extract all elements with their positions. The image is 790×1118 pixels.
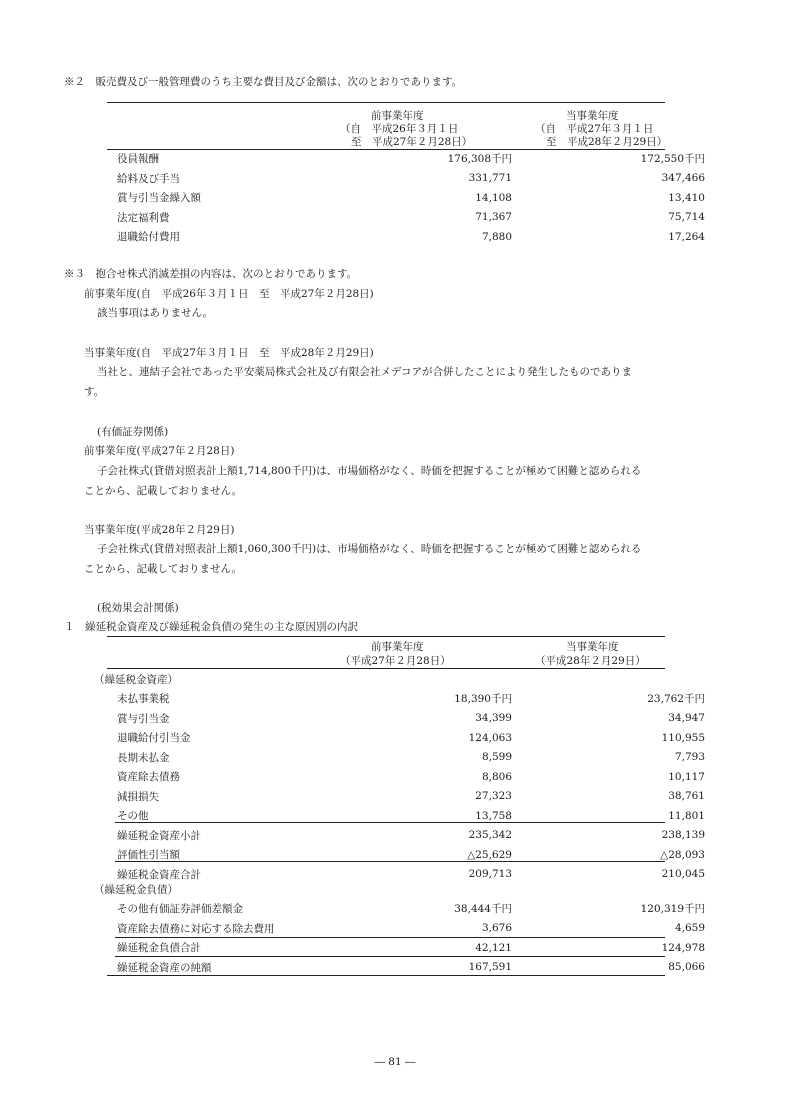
- prev-value: 7,880: [481, 230, 512, 243]
- prev-value: 13,758: [475, 809, 512, 822]
- row-label: 長期未払金: [117, 751, 170, 764]
- row-label: 給料及び手当: [117, 172, 180, 185]
- table1-curr-title: 当事業年度: [566, 110, 619, 122]
- row-label: その他: [117, 810, 149, 823]
- prev-value: 34,399: [475, 712, 512, 725]
- securities-prev-period: 前事業年度(平成27年２月28日): [84, 445, 235, 457]
- prev-value: 18,390千円: [454, 693, 512, 706]
- curr-value: 85,066: [668, 961, 705, 974]
- section2-heading: ※２ 販売費及び一般管理費のうち主要な費目及び金額は、次のとおりであります。: [64, 76, 463, 88]
- row-label: 役員報酬: [117, 153, 159, 166]
- securities-prev-text-line2: ことから、記載しておりません。: [84, 485, 243, 497]
- prev-value: 331,771: [468, 172, 512, 185]
- row-label: その他有価証券評価差額金: [117, 903, 243, 916]
- liab-subtotal-rule: [115, 937, 665, 938]
- deferred-tax-liabilities-table: [117, 899, 705, 977]
- table-row: [117, 767, 705, 787]
- prev-value: 38,444千円: [454, 903, 512, 916]
- table2-curr-date: （平成28年２月29日）: [535, 655, 646, 667]
- row-label: 賞与引当金繰入額: [117, 192, 201, 205]
- row-label: 退職給付引当金: [117, 732, 191, 745]
- table1-prev-from: （自 平成26年３月１日: [340, 123, 459, 135]
- securities-curr-text-line1: 子会社株式(貸借対照表計上額1,060,300千円)は、市場価格がなく、時価を把握することが極めて困難と認められる: [97, 543, 642, 555]
- curr-value: 13,410: [668, 191, 705, 204]
- deferred-tax-assets-group: （繰延税金資産）: [94, 674, 178, 686]
- assets-total-rule: [115, 861, 665, 862]
- table-row: [117, 899, 705, 919]
- prev-value: 27,323: [475, 790, 512, 803]
- sga-expense-table: [117, 149, 705, 247]
- deferred-tax-liabilities-group: （繰延税金負債）: [94, 884, 178, 896]
- table1-prev-to: 至 平成27年２月28日）: [351, 136, 473, 148]
- prev-value: 71,367: [475, 211, 512, 224]
- total-row: [117, 865, 705, 885]
- table-row: [117, 919, 705, 939]
- tax-heading: (税効果会計関係): [97, 602, 179, 614]
- assets-subtotal-rule: [115, 822, 665, 823]
- securities-heading: (有価証券関係): [97, 426, 169, 438]
- securities-curr-period: 当事業年度(平成28年２月29日): [84, 524, 235, 536]
- row-label: 評価性引当額: [117, 849, 180, 862]
- section3-curr-text-line2: す。: [84, 386, 105, 398]
- table2-top-rule: [107, 636, 665, 637]
- prev-value: 42,121: [475, 941, 512, 954]
- prev-value: 8,599: [481, 751, 512, 764]
- row-label: 退職給付費用: [117, 231, 180, 244]
- table2-header-rule: [107, 668, 665, 669]
- row-label: 繰延税金資産小計: [117, 829, 201, 842]
- curr-value: 172,550千円: [640, 153, 705, 166]
- curr-value: 11,801: [668, 809, 705, 822]
- curr-value: 120,319千円: [640, 903, 705, 916]
- table-row: [117, 709, 705, 729]
- section3-curr-period: 当事業年度(自 平成27年３月１日 至 平成28年２月29日): [84, 347, 374, 359]
- table-row: [117, 689, 705, 709]
- table-row: [117, 208, 705, 228]
- curr-value: 124,978: [661, 941, 705, 954]
- prev-value: 209,713: [468, 868, 512, 881]
- liab-total-rule: [115, 956, 665, 957]
- prev-value: 3,676: [481, 922, 512, 935]
- table2-curr-title: 当事業年度: [566, 641, 619, 653]
- table-row: [117, 149, 705, 169]
- prev-value: △25,629: [467, 848, 512, 861]
- row-label: 賞与引当金: [117, 712, 170, 725]
- table2-prev-title: 前事業年度: [371, 641, 424, 653]
- prev-value: 14,108: [475, 191, 512, 204]
- prev-value: 124,063: [468, 731, 512, 744]
- table-row: [117, 169, 705, 189]
- section3-heading: ※３ 抱合せ株式消滅差損の内容は、次のとおりであります。: [64, 268, 358, 280]
- prev-value: 167,591: [468, 961, 512, 974]
- curr-value: 210,045: [661, 868, 705, 881]
- row-label: 繰延税金資産の純額: [117, 961, 212, 974]
- section3-curr-text-line1: 当社と、連結子会社であった平安薬局株式会社及び有限会社メデコアが合併したことにより発生したものでありま: [97, 366, 632, 378]
- section3-prev-period: 前事業年度(自 平成26年３月１日 至 平成27年２月28日): [84, 288, 374, 300]
- curr-value: 17,264: [668, 230, 705, 243]
- curr-value: △28,093: [660, 848, 705, 861]
- curr-value: 23,762千円: [647, 693, 705, 706]
- section3-prev-text: 該当事項はありません。: [97, 307, 214, 319]
- row-label: 資産除去債務: [117, 771, 180, 784]
- tax-subheading: １ 繰延税金資産及び繰延税金負債の発生の主な原因別の内訳: [64, 621, 358, 633]
- securities-prev-text-line1: 子会社株式(貸借対照表計上額1,714,800千円)は、市場価格がなく、時価を把握することが極めて困難と認められる: [97, 465, 642, 477]
- row-label: 減損損失: [117, 790, 159, 803]
- prev-value: 235,342: [468, 829, 512, 842]
- page-number: ― 81 ―: [374, 1056, 416, 1068]
- curr-value: 4,659: [674, 922, 705, 935]
- subtotal-row: [117, 826, 705, 846]
- curr-value: 34,947: [668, 712, 705, 725]
- curr-value: 38,761: [668, 790, 705, 803]
- table-row: [117, 227, 705, 247]
- row-label: 資産除去債務に対応する除去費用: [117, 922, 275, 935]
- row-label: 未払事業税: [117, 693, 170, 706]
- table1-curr-from: （自 平成27年３月１日: [535, 123, 654, 135]
- table1-curr-to: 至 平成28年２月29日）: [546, 136, 668, 148]
- table1-prev-title: 前事業年度: [371, 110, 424, 122]
- curr-value: 238,139: [661, 829, 705, 842]
- curr-value: 110,955: [661, 731, 705, 744]
- table2-prev-date: （平成27年２月28日）: [340, 655, 451, 667]
- table-row: [117, 728, 705, 748]
- prev-value: 176,308千円: [447, 153, 512, 166]
- table-row: [117, 188, 705, 208]
- row-label: 繰延税金資産合計: [117, 868, 201, 881]
- deferred-tax-assets-table: [117, 689, 705, 884]
- table2-bottom-rule: [107, 975, 665, 976]
- curr-value: 75,714: [668, 211, 705, 224]
- securities-curr-text-line2: ことから、記載しておりません。: [84, 563, 243, 575]
- curr-value: 347,466: [661, 172, 705, 185]
- row-label: 繰延税金負債合計: [117, 942, 201, 955]
- total-row: [117, 938, 705, 958]
- curr-value: 10,117: [668, 770, 705, 783]
- curr-value: 7,793: [674, 751, 705, 764]
- table-row: [117, 787, 705, 807]
- table-row: [117, 748, 705, 768]
- table1-top-rule: [107, 102, 665, 103]
- prev-value: 8,806: [481, 770, 512, 783]
- row-label: 法定福利費: [117, 211, 170, 224]
